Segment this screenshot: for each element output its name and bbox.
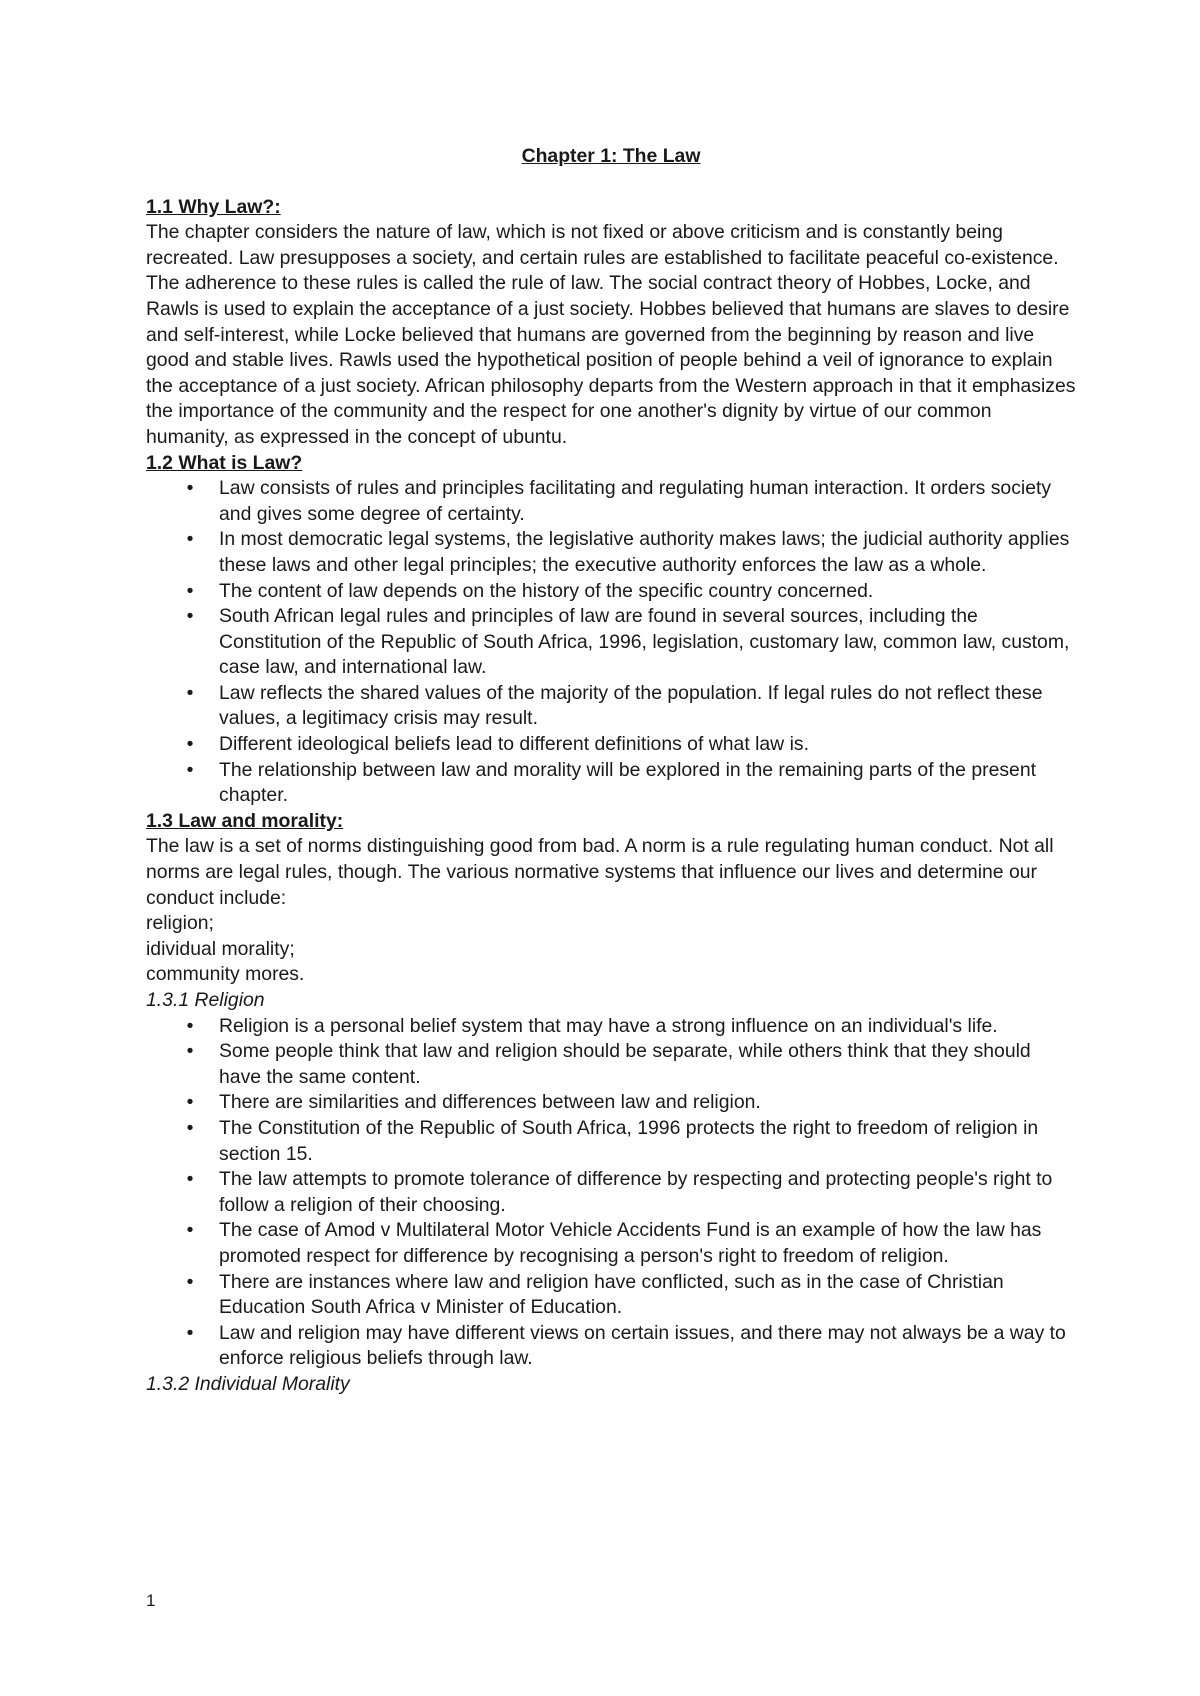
list-item xyxy=(146,579,1076,605)
bullet-icon: • xyxy=(186,681,194,704)
list-item-text: Religion is a personal belief system that may have a strong influence on an individual's life. xyxy=(219,1014,998,1037)
list-item xyxy=(146,732,1076,758)
bullet-list-1-3-1 xyxy=(146,1014,1076,1372)
bullet-icon: • xyxy=(186,1321,194,1344)
bullet-icon: • xyxy=(186,477,194,500)
list-item xyxy=(146,1116,1076,1167)
list-item-text: The Constitution of the Republic of South Africa, 1996 protects the right to freedom of religion in section 15. xyxy=(219,1116,1039,1165)
list-item-text: Some people think that law and religion should be separate, while others think that they should have the same content. xyxy=(219,1040,1031,1088)
bullet-icon: • xyxy=(186,758,194,781)
section-paragraph-1-1: The chapter considers the nature of law, which is not fixed or above criticism and is constantly being recreated. Law presupposes a society, and certain rules are established to facilitate peaceful co-existence. The adherence to these rules is called the rule of law. The social contract theory of Hobbes, Locke, and Rawls is used to explain the acceptance of a just society. Hobbes believed that humans are slaves to desire and self-interest, while Locke believed that humans are governed from the beginning by reason and live good and stable lives. Rawls used the hypothetical position of people behind a veil of ignorance to explain the acceptance of a just society. African philosophy departs from the Western approach in that it emphasizes the importance of the community and the respect for one another's dignity by virtue of our common humanity, as expressed in the concept of ubuntu. xyxy=(146,221,1076,448)
subsection-heading-1-3-2: 1.3.2 Individual Morality xyxy=(146,1372,350,1395)
list-item-text: Law consists of rules and principles facilitating and regulating human interaction. It orders society and gives some degree of certainty. xyxy=(219,477,1052,525)
list-item-text: The law attempts to promote tolerance of difference by respecting and protecting people's right to follow a religion of their choosing. xyxy=(219,1168,1053,1216)
list-item-text: There are similarities and differences between law and religion. xyxy=(219,1091,761,1114)
section-paragraph-1-3: The law is a set of norms distinguishing good from bad. A norm is a rule regulating human conduct. Not all norms are legal rules, though. The various normative systems that influence our lives and determine our conduct include: xyxy=(146,835,1054,909)
list-item-text: The relationship between law and morality will be explored in the remaining parts of the present chapter. xyxy=(219,758,1037,807)
list-item xyxy=(146,681,1076,732)
list-item xyxy=(146,476,1076,527)
normative-system-line: religion; xyxy=(146,912,214,935)
list-item xyxy=(146,527,1076,578)
section-heading-1-1: 1.1 Why Law?: xyxy=(146,195,281,218)
section-heading-1-3: 1.3 Law and morality: xyxy=(146,809,344,832)
list-item-text: South African legal rules and principles of law are found in several sources, including the Constitution of the Republic of South Africa, 1996, legislation, customary law, common law, custom, case law, and international law. xyxy=(219,605,1070,679)
bullet-list-1-2 xyxy=(146,476,1076,809)
section-heading-1-2: 1.2 What is Law? xyxy=(146,451,303,474)
list-item-text: Law and religion may have different views on certain issues, and there may not always be a way to enforce religious beliefs through law. xyxy=(219,1321,1066,1370)
list-item xyxy=(146,604,1076,681)
list-item-text: Different ideological beliefs lead to different definitions of what law is. xyxy=(219,733,809,756)
bullet-icon: • xyxy=(186,1270,194,1293)
bullet-icon: • xyxy=(186,1091,194,1114)
list-item xyxy=(146,1039,1076,1090)
page-content xyxy=(146,144,1076,1398)
chapter-title: Chapter 1: The Law xyxy=(521,145,701,167)
list-item xyxy=(146,1270,1076,1321)
bullet-icon: • xyxy=(186,1219,194,1242)
bullet-icon: • xyxy=(186,528,194,551)
subsection-heading-1-3-1: 1.3.1 Religion xyxy=(146,989,265,1011)
list-item-text: The case of Amod v Multilateral Motor Vehicle Accidents Fund is an example of how the law has promoted respect for difference by recognising a person's right to freedom of religion. xyxy=(219,1219,1042,1267)
bullet-icon: • xyxy=(186,579,194,602)
list-item-text: The content of law depends on the history of the specific country concerned. xyxy=(219,579,874,602)
list-item xyxy=(146,1167,1076,1218)
normative-system-line: community mores. xyxy=(146,963,305,986)
list-item xyxy=(146,1321,1076,1372)
bullet-icon: • xyxy=(186,1040,194,1063)
list-item xyxy=(146,1014,1076,1040)
bullet-icon: • xyxy=(186,1168,194,1191)
list-item-text: Law reflects the shared values of the majority of the population. If legal rules do not reflect these values, a legitimacy crisis may result. xyxy=(219,681,1043,730)
bullet-icon: • xyxy=(186,1116,194,1139)
bullet-icon: • xyxy=(186,733,194,756)
list-item xyxy=(146,1218,1076,1269)
normative-system-line: idividual morality; xyxy=(146,937,295,960)
page-number: 1 xyxy=(146,1591,156,1610)
list-item-text: There are instances where law and religion have conflicted, such as in the case of Christian Education South Africa v Minister of Education. xyxy=(219,1270,1004,1319)
bullet-icon: • xyxy=(186,1014,194,1037)
list-item xyxy=(146,1090,1076,1116)
bullet-icon: • xyxy=(186,605,194,628)
list-item xyxy=(146,758,1076,809)
list-item-text: In most democratic legal systems, the legislative authority makes laws; the judicial authority applies these laws and other legal principles; the executive authority enforces the law as a whole. xyxy=(219,528,1070,576)
